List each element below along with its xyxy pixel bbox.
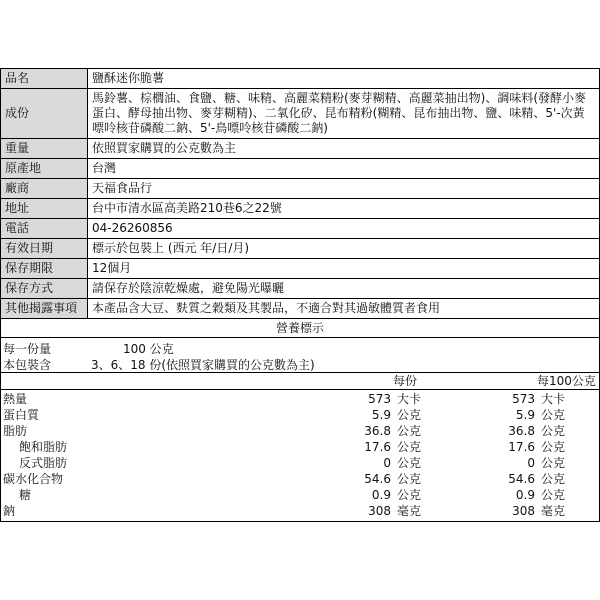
per-100g-amount: 573 xyxy=(512,392,535,406)
info-row xyxy=(1,179,600,199)
info-row xyxy=(1,199,600,219)
nutrient-name: 反式脂肪 xyxy=(19,456,68,470)
per-serving-unit: 公克 xyxy=(397,472,422,486)
info-value: 04-26260856 xyxy=(88,219,600,239)
per-serving-amount: 5.9 xyxy=(371,408,391,422)
per-serving-amount: 0 xyxy=(383,456,391,470)
per-100g-unit: 公克 xyxy=(541,440,566,454)
info-value: 12個月 xyxy=(88,259,600,279)
serving-info xyxy=(0,338,600,373)
product-info-table xyxy=(0,68,600,319)
nutrition-row xyxy=(1,391,599,407)
nutrient-name: 蛋白質 xyxy=(3,408,40,422)
nutrition-row xyxy=(1,455,599,471)
nutrient-name: 飽和脂肪 xyxy=(19,440,68,454)
per-100g-amount: 17.6 xyxy=(508,440,535,454)
per-serving-unit: 公克 xyxy=(397,440,422,454)
info-value: 請保存於陰涼乾燥處，避免陽光曝曬 xyxy=(88,279,600,299)
info-value: 依照買家購買的公克數為主 xyxy=(88,139,600,159)
info-row xyxy=(1,89,600,139)
per-serving-unit: 公克 xyxy=(397,456,422,470)
per-100g-amount: 308 xyxy=(512,504,535,518)
nutrient-name: 碳水化合物 xyxy=(3,472,64,486)
info-row xyxy=(1,139,600,159)
per-serving-amount: 573 xyxy=(368,392,391,406)
info-value: 馬鈴薯、棕櫚油、食鹽、糖、味精、高麗菜精粉(麥芽糊精、高麗菜抽出物)、調味料(發酵小麥蛋白、酵母抽出物、麥芽糊精)、二氧化矽、昆布精粉(糊精、昆布抽出物、鹽、味精、5'-次黃嘌呤核苷磷酸二鈉、5'-鳥嘌呤核苷磷酸二鈉) xyxy=(88,89,600,139)
info-row xyxy=(1,259,600,279)
info-value: 標示於包裝上 (西元 年/日/月) xyxy=(88,239,600,259)
nutrient-name: 熱量 xyxy=(3,392,28,406)
per-100g-amount: 54.6 xyxy=(508,472,535,486)
per-100g-unit: 公克 xyxy=(541,408,566,422)
per-100g-amount: 0 xyxy=(527,456,535,470)
info-key: 原產地 xyxy=(1,159,88,179)
nutrition-row xyxy=(1,407,599,423)
nutrition-row xyxy=(1,423,599,439)
nutrient-name: 鈉 xyxy=(3,504,16,518)
info-value: 台中市清水區高美路210巷6之22號 xyxy=(88,199,600,219)
per-100g-amount: 36.8 xyxy=(508,424,535,438)
nutrition-row xyxy=(1,487,599,503)
header-divider xyxy=(1,389,599,390)
col-header-per-serving: 每份 xyxy=(393,374,418,388)
col-header-per-100g: 每100公克 xyxy=(537,374,596,388)
serving-size-value: 100 公克 xyxy=(123,342,174,356)
info-row xyxy=(1,69,600,89)
per-serving-amount: 17.6 xyxy=(364,440,391,454)
info-row xyxy=(1,239,600,259)
info-key: 成份 xyxy=(1,89,88,139)
per-serving-unit: 公克 xyxy=(397,424,422,438)
serving-size-label: 每一份量 xyxy=(3,342,52,356)
info-key: 有效日期 xyxy=(1,239,88,259)
info-row xyxy=(1,299,600,319)
per-serving-unit: 大卡 xyxy=(397,392,422,406)
servings-value: 3、6、18 份(依照買家購買的公克數為主) xyxy=(91,358,315,372)
per-100g-amount: 5.9 xyxy=(515,408,535,422)
per-serving-amount: 36.8 xyxy=(364,424,391,438)
per-serving-unit: 公克 xyxy=(397,488,422,502)
per-100g-unit: 公克 xyxy=(541,456,566,470)
nutrition-title: 營養標示 xyxy=(0,319,600,338)
info-row xyxy=(1,279,600,299)
per-serving-amount: 308 xyxy=(368,504,391,518)
info-row xyxy=(1,159,600,179)
per-serving-unit: 公克 xyxy=(397,408,422,422)
info-key: 品名 xyxy=(1,69,88,89)
info-value: 鹽酥迷你脆薯 xyxy=(88,69,600,89)
info-key: 重量 xyxy=(1,139,88,159)
per-serving-amount: 54.6 xyxy=(364,472,391,486)
per-100g-unit: 公克 xyxy=(541,472,566,486)
info-key: 其他揭露事項 xyxy=(1,299,88,319)
per-100g-unit: 公克 xyxy=(541,488,566,502)
nutrient-name: 脂肪 xyxy=(3,424,28,438)
info-key: 電話 xyxy=(1,219,88,239)
info-value: 天福食品行 xyxy=(88,179,600,199)
nutrition-table xyxy=(0,373,600,522)
nutrition-row xyxy=(1,503,599,519)
info-key: 廠商 xyxy=(1,179,88,199)
nutrition-row xyxy=(1,439,599,455)
per-100g-amount: 0.9 xyxy=(515,488,535,502)
nutrient-name: 糖 xyxy=(19,488,32,502)
nutrition-row xyxy=(1,471,599,487)
servings-label: 本包裝含 xyxy=(3,358,52,372)
info-key: 地址 xyxy=(1,199,88,219)
per-serving-amount: 0.9 xyxy=(371,488,391,502)
info-key: 保存期限 xyxy=(1,259,88,279)
per-100g-unit: 毫克 xyxy=(541,504,566,518)
per-100g-unit: 公克 xyxy=(541,424,566,438)
info-key: 保存方式 xyxy=(1,279,88,299)
info-value: 本產品含大豆、麩質之穀類及其製品，不適合對其過敏體質者食用 xyxy=(88,299,600,319)
info-row xyxy=(1,219,600,239)
per-serving-unit: 毫克 xyxy=(397,504,422,518)
product-label-sheet xyxy=(0,68,600,522)
info-value: 台灣 xyxy=(88,159,600,179)
per-100g-unit: 大卡 xyxy=(541,392,566,406)
